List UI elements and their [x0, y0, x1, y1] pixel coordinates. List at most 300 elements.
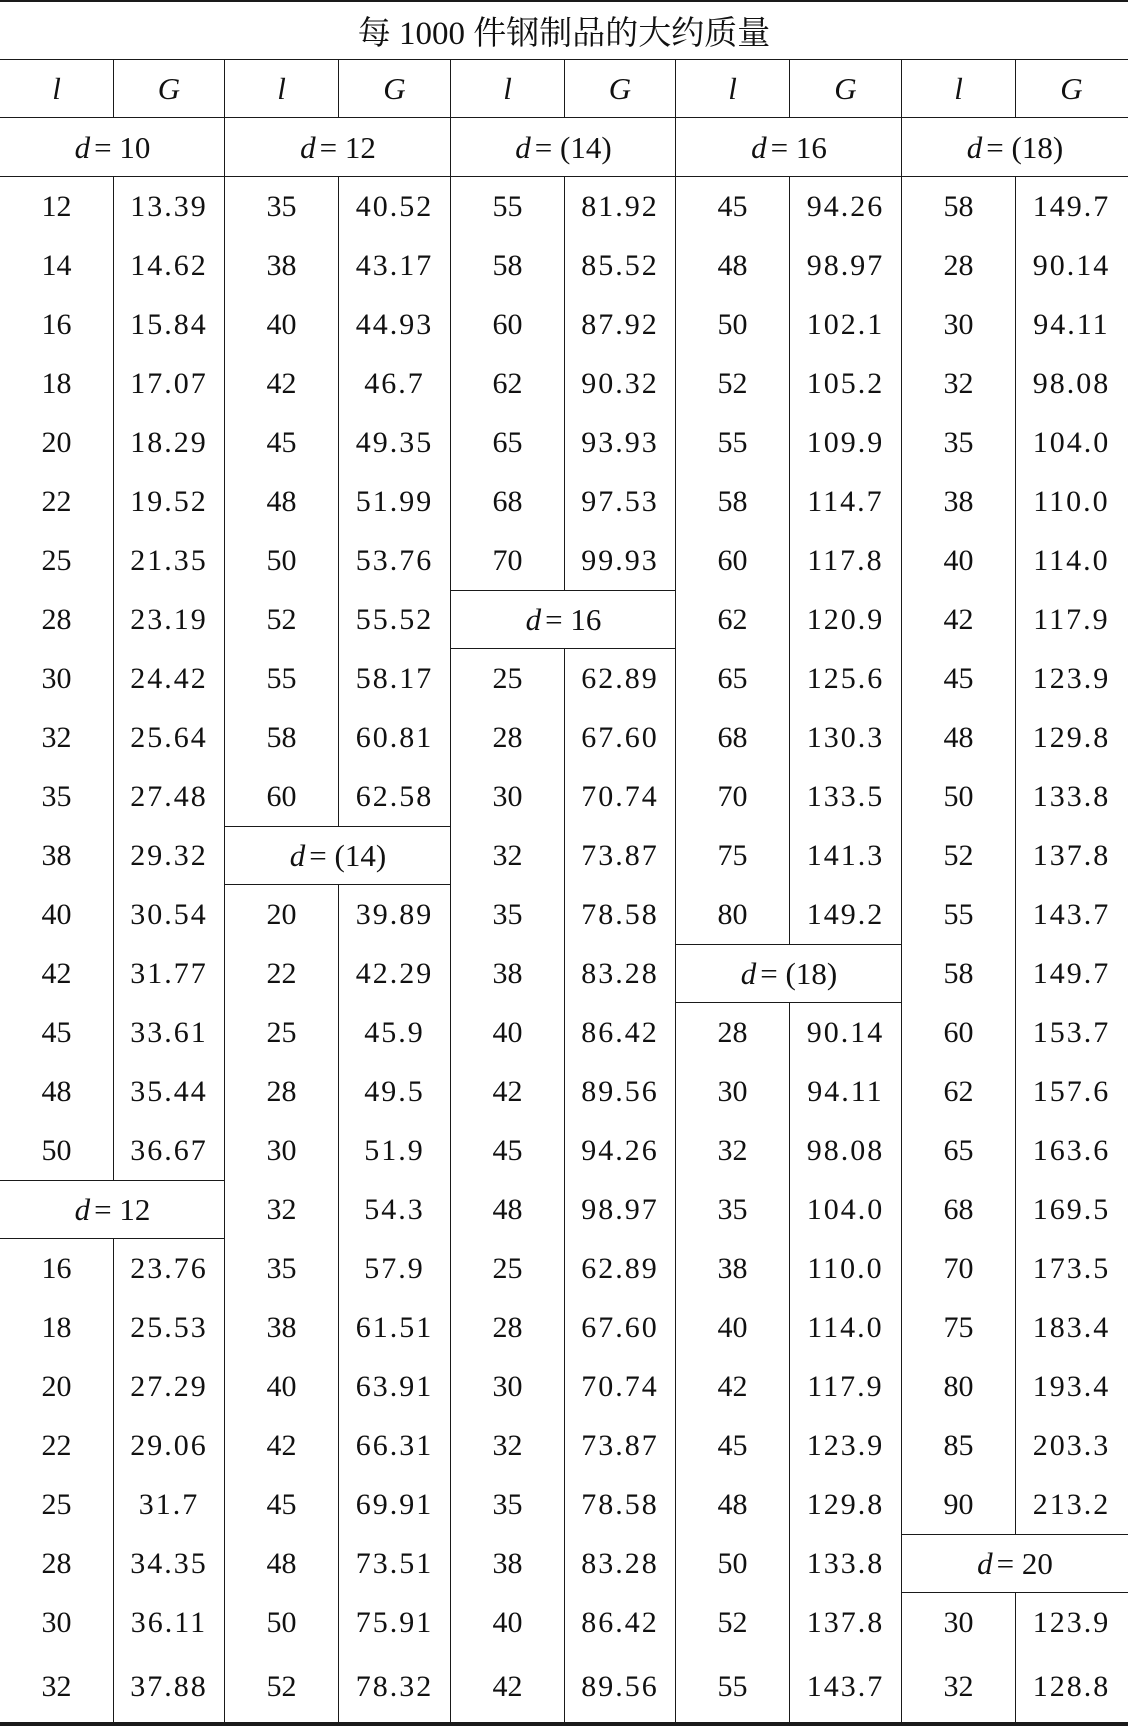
length-cell: 60 [492, 307, 523, 341]
mass-cell: 18.29 [130, 425, 208, 459]
length-cell: 40 [266, 1369, 297, 1403]
header-divider [113, 60, 114, 118]
length-cell: 55 [943, 897, 974, 931]
inner-divider [338, 177, 339, 826]
length-cell: 16 [41, 307, 72, 341]
length-cell: 32 [266, 1192, 297, 1226]
length-cell: 90 [943, 1487, 974, 1521]
length-cell: 48 [492, 1192, 523, 1226]
mass-cell: 66.31 [355, 1428, 434, 1462]
length-cell: 18 [41, 1310, 72, 1344]
inner-divider [564, 177, 565, 590]
length-cell: 50 [266, 543, 297, 577]
mass-cell: 129.8 [806, 1487, 885, 1521]
length-cell: 40 [492, 1605, 523, 1639]
mass-cell: 29.32 [130, 838, 208, 872]
mass-cell: 104.0 [1032, 425, 1111, 459]
mass-cell: 86.42 [581, 1015, 659, 1049]
mass-cell: 110.0 [1033, 484, 1110, 518]
length-cell: 45 [266, 425, 297, 459]
length-cell: 42 [266, 366, 297, 400]
mass-cell: 39.89 [355, 897, 434, 931]
mass-cell: 35.44 [130, 1074, 208, 1108]
length-cell: 62 [492, 366, 523, 400]
header-l-3: l [728, 71, 737, 106]
pair-divider [224, 60, 225, 1722]
length-cell: 65 [492, 425, 523, 459]
length-cell: 58 [943, 189, 974, 223]
length-cell: 58 [492, 248, 523, 282]
length-cell: 38 [492, 1546, 523, 1580]
length-cell: 20 [41, 1369, 72, 1403]
mass-cell: 90.14 [806, 1015, 885, 1049]
inner-divider [113, 177, 114, 1180]
mass-cell: 129.8 [1032, 720, 1111, 754]
mass-cell: 49.5 [364, 1074, 425, 1108]
length-cell: 48 [41, 1074, 72, 1108]
diameter-symbol: d [289, 837, 306, 873]
mass-cell: 69.91 [355, 1487, 434, 1521]
length-cell: 42 [492, 1074, 523, 1108]
length-cell: 35 [266, 189, 297, 223]
diameter-value: = 20 [996, 1545, 1053, 1581]
length-cell: 30 [266, 1133, 297, 1167]
length-cell: 45 [943, 661, 974, 695]
mass-cell: 23.76 [130, 1251, 208, 1285]
mass-cell: 137.8 [1032, 838, 1111, 872]
mass-cell: 137.8 [806, 1605, 885, 1639]
mass-cell: 85.52 [581, 248, 659, 282]
mass-cell: 73.51 [355, 1546, 434, 1580]
length-cell: 48 [717, 248, 748, 282]
length-cell: 32 [492, 838, 523, 872]
length-cell: 28 [41, 1546, 72, 1580]
length-cell: 68 [943, 1192, 974, 1226]
length-cell: 42 [492, 1670, 523, 1703]
mass-cell: 81.92 [581, 189, 659, 223]
length-cell: 68 [492, 484, 523, 518]
pair-divider [901, 60, 902, 1722]
mass-cell: 33.61 [130, 1015, 208, 1049]
mass-cell: 30.54 [130, 897, 208, 931]
mass-cell: 99.93 [581, 543, 659, 577]
mass-cell: 51.99 [355, 484, 434, 518]
mass-cell: 62.89 [581, 1251, 659, 1285]
length-cell: 55 [717, 1670, 748, 1703]
length-cell: 85 [943, 1428, 974, 1462]
mass-cell: 15.84 [130, 307, 208, 341]
mass-cell: 51.9 [364, 1133, 425, 1167]
mass-cell: 117.9 [1033, 602, 1110, 636]
length-cell: 12 [41, 189, 72, 223]
group-rule [225, 826, 451, 827]
inner-divider [113, 1239, 114, 1722]
length-cell: 30 [41, 1605, 72, 1639]
length-cell: 45 [41, 1015, 72, 1049]
length-cell: 16 [41, 1251, 72, 1285]
mass-cell: 89.56 [581, 1670, 659, 1703]
mass-cell: 36.67 [130, 1133, 208, 1167]
length-cell: 20 [41, 425, 72, 459]
header-l-2: l [503, 71, 512, 106]
length-cell: 42 [943, 602, 974, 636]
mass-cell: 78.32 [355, 1670, 434, 1703]
table-title: 每 1000 件钢制品的大约质量 [357, 15, 771, 52]
length-cell: 32 [943, 1670, 974, 1703]
length-cell: 55 [266, 661, 297, 695]
diameter-value: = (18) [760, 955, 838, 991]
length-cell: 30 [492, 779, 523, 813]
length-cell: 65 [943, 1133, 974, 1167]
header-g-3: G [834, 71, 857, 106]
length-cell: 35 [41, 779, 72, 813]
length-cell: 40 [266, 307, 297, 341]
length-cell: 30 [492, 1369, 523, 1403]
length-cell: 52 [266, 602, 297, 636]
mass-cell: 86.42 [581, 1605, 659, 1639]
mass-cell: 45.9 [364, 1015, 425, 1049]
inner-divider [338, 885, 339, 1722]
mass-cell: 94.26 [581, 1133, 659, 1167]
mass-cell: 123.9 [1032, 661, 1111, 695]
diameter-symbol: d [740, 955, 757, 991]
mass-cell: 213.2 [1032, 1487, 1111, 1521]
mass-cell: 75.91 [355, 1605, 434, 1639]
diameter-label [902, 1534, 1128, 1593]
mass-cell: 73.87 [581, 1428, 659, 1462]
mass-cell: 109.9 [806, 425, 885, 459]
mass-cell: 110.0 [807, 1251, 884, 1285]
header-divider [789, 60, 790, 118]
mass-cell: 27.48 [130, 779, 208, 813]
mass-cell: 36.11 [130, 1605, 208, 1639]
length-cell: 65 [717, 661, 748, 695]
length-cell: 48 [943, 720, 974, 754]
header-g-0: G [157, 71, 181, 106]
mass-cell: 60.81 [355, 720, 434, 754]
header-l-1: l [277, 71, 286, 106]
group-rule [451, 590, 676, 591]
inner-divider [1015, 1593, 1016, 1722]
diameter-value: = 16 [770, 129, 827, 165]
length-cell: 30 [943, 307, 974, 341]
length-cell: 60 [943, 1015, 974, 1049]
diameter-symbol: d [515, 129, 531, 165]
mass-cell: 94.26 [806, 189, 885, 223]
length-cell: 28 [266, 1074, 297, 1108]
length-cell: 28 [492, 1310, 523, 1344]
mass-cell: 83.28 [581, 1546, 659, 1580]
diameter-symbol: d [300, 129, 316, 165]
mass-cell: 123.9 [1032, 1605, 1111, 1639]
mass-cell: 31.7 [138, 1487, 200, 1521]
length-cell: 32 [41, 1670, 72, 1703]
length-cell: 35 [492, 1487, 523, 1521]
mass-cell: 58.17 [355, 661, 434, 695]
mass-cell: 98.08 [806, 1133, 885, 1167]
length-cell: 38 [266, 1310, 297, 1344]
diameter-label [676, 118, 902, 177]
mass-cell: 29.06 [130, 1428, 208, 1462]
mass-cell: 117.9 [807, 1369, 884, 1403]
mass-cell: 46.7 [364, 366, 425, 400]
mass-cell: 93.93 [581, 425, 659, 459]
mass-cell: 83.28 [581, 956, 659, 990]
mass-cell: 44.93 [355, 307, 434, 341]
header-divider [338, 60, 339, 118]
mass-cell: 25.53 [130, 1310, 208, 1344]
top-rule [0, 0, 1128, 2]
length-cell: 68 [717, 720, 748, 754]
length-cell: 28 [41, 602, 72, 636]
mass-cell: 19.52 [130, 484, 208, 518]
length-cell: 70 [943, 1251, 974, 1285]
length-cell: 40 [492, 1015, 523, 1049]
mass-cell: 31.77 [130, 956, 208, 990]
mass-cell: 63.91 [355, 1369, 434, 1403]
diameter-value: = (18) [986, 129, 1064, 165]
mass-cell: 143.7 [806, 1670, 885, 1703]
mass-cell: 102.1 [806, 307, 885, 341]
length-cell: 50 [41, 1133, 72, 1167]
length-cell: 60 [266, 779, 297, 813]
length-cell: 58 [943, 956, 974, 990]
mass-cell: 183.4 [1032, 1310, 1111, 1344]
mass-cell: 143.7 [1032, 897, 1111, 931]
diameter-label [0, 1180, 225, 1239]
length-cell: 35 [943, 425, 974, 459]
diameter-symbol: d [977, 1545, 993, 1581]
mass-cell: 70.74 [581, 779, 659, 813]
mass-cell: 62.58 [355, 779, 434, 813]
mass-cell: 163.6 [1032, 1133, 1111, 1167]
mass-cell: 78.58 [581, 897, 659, 931]
diameter-value: = 12 [319, 129, 376, 165]
length-cell: 30 [41, 661, 72, 695]
length-cell: 50 [943, 779, 974, 813]
length-cell: 25 [492, 1251, 523, 1285]
diameter-symbol: d [74, 1191, 91, 1227]
diameter-symbol: d [525, 601, 542, 637]
mass-cell: 67.60 [581, 1310, 659, 1344]
group-rule [0, 1180, 225, 1181]
diameter-label [225, 826, 451, 885]
length-cell: 22 [41, 1428, 72, 1462]
length-cell: 38 [943, 484, 974, 518]
length-cell: 42 [717, 1369, 748, 1403]
mass-cell: 130.3 [806, 720, 885, 754]
length-cell: 55 [717, 425, 748, 459]
length-cell: 22 [41, 484, 72, 518]
length-cell: 25 [492, 661, 523, 695]
length-cell: 30 [943, 1605, 974, 1639]
mass-cell: 73.87 [581, 838, 659, 872]
length-cell: 38 [41, 838, 72, 872]
length-cell: 75 [943, 1310, 974, 1344]
diameter-symbol: d [74, 129, 91, 165]
mass-cell: 55.52 [355, 602, 434, 636]
mass-cell: 67.60 [581, 720, 659, 754]
header-divider [1015, 60, 1016, 118]
header-l-4: l [954, 71, 963, 106]
diameter-value: = (14) [534, 129, 612, 165]
diameter-label [902, 118, 1128, 177]
length-cell: 45 [492, 1133, 523, 1167]
mass-cell: 98.08 [1032, 366, 1111, 400]
mass-cell: 133.8 [1032, 779, 1111, 813]
length-cell: 28 [492, 720, 523, 754]
mass-cell: 62.89 [581, 661, 659, 695]
mass-cell: 117.8 [807, 543, 884, 577]
length-cell: 52 [266, 1670, 297, 1703]
group-rule [902, 1534, 1128, 1535]
inner-divider [789, 1003, 790, 1722]
diameter-symbol: d [966, 129, 983, 165]
mass-cell: 25.64 [130, 720, 208, 754]
mass-cell: 157.6 [1032, 1074, 1111, 1108]
length-cell: 58 [266, 720, 297, 754]
mass-cell: 123.9 [806, 1428, 885, 1462]
mass-cell: 89.56 [581, 1074, 659, 1108]
length-cell: 80 [943, 1369, 974, 1403]
mass-cell: 120.9 [806, 602, 885, 636]
mass-cell: 153.7 [1032, 1015, 1111, 1049]
length-cell: 75 [717, 838, 748, 872]
mass-cell: 141.3 [806, 838, 885, 872]
mass-cell: 90.14 [1032, 248, 1111, 282]
mass-cell: 40.52 [355, 189, 434, 223]
length-cell: 52 [717, 366, 748, 400]
length-cell: 35 [266, 1251, 297, 1285]
length-cell: 25 [41, 1487, 72, 1521]
length-cell: 14 [41, 248, 72, 282]
length-cell: 50 [717, 1546, 748, 1580]
length-cell: 35 [492, 897, 523, 931]
pair-divider [675, 60, 676, 1722]
header-g-1: G [383, 71, 406, 106]
length-cell: 32 [717, 1133, 748, 1167]
group-rule [676, 944, 902, 945]
diameter-value: = 10 [94, 129, 151, 165]
diameter-label [225, 118, 451, 177]
mass-cell: 87.92 [581, 307, 659, 341]
length-cell: 60 [717, 543, 748, 577]
mass-cell: 125.6 [806, 661, 885, 695]
length-cell: 62 [943, 1074, 974, 1108]
length-cell: 48 [266, 484, 297, 518]
mass-cell: 43.17 [355, 248, 434, 282]
length-cell: 40 [943, 543, 974, 577]
length-cell: 35 [717, 1192, 748, 1226]
diameter-label [0, 118, 225, 177]
length-cell: 32 [943, 366, 974, 400]
header-g-4: G [1060, 71, 1083, 106]
mass-cell: 34.35 [130, 1546, 208, 1580]
mass-cell: 193.4 [1032, 1369, 1111, 1403]
length-cell: 28 [717, 1015, 748, 1049]
mass-cell: 49.35 [355, 425, 434, 459]
mass-cell: 54.3 [364, 1192, 425, 1226]
mass-cell: 78.58 [581, 1487, 659, 1521]
mass-cell: 173.5 [1032, 1251, 1111, 1285]
mass-cell: 70.74 [581, 1369, 659, 1403]
length-cell: 25 [266, 1015, 297, 1049]
length-cell: 70 [492, 543, 523, 577]
mass-cell: 128.8 [1032, 1670, 1111, 1703]
length-cell: 32 [492, 1428, 523, 1462]
diameter-label [676, 944, 902, 1003]
mass-cell: 114.0 [1033, 543, 1110, 577]
length-cell: 40 [717, 1310, 748, 1344]
mass-cell: 98.97 [581, 1192, 659, 1226]
length-cell: 38 [717, 1251, 748, 1285]
diameter-value: = 12 [94, 1191, 151, 1227]
length-cell: 55 [492, 189, 523, 223]
length-cell: 28 [943, 248, 974, 282]
length-cell: 38 [492, 956, 523, 990]
mass-cell: 13.39 [130, 189, 208, 223]
length-cell: 50 [717, 307, 748, 341]
mass-cell: 149.7 [1032, 189, 1111, 223]
length-cell: 32 [41, 720, 72, 754]
bottom-rule [0, 1722, 1128, 1726]
mass-cell: 149.7 [1032, 956, 1111, 990]
mass-cell: 17.07 [130, 366, 208, 400]
length-cell: 48 [266, 1546, 297, 1580]
length-cell: 30 [717, 1074, 748, 1108]
header-g-2: G [608, 71, 632, 106]
length-cell: 52 [943, 838, 974, 872]
mass-cell: 114.0 [807, 1310, 884, 1344]
mass-cell: 23.19 [130, 602, 208, 636]
mass-cell: 203.3 [1032, 1428, 1111, 1462]
mass-cell: 61.51 [355, 1310, 434, 1344]
mass-cell: 14.62 [130, 248, 208, 282]
mass-cell: 94.11 [1033, 307, 1110, 341]
mass-cell: 27.29 [130, 1369, 208, 1403]
mass-cell: 105.2 [806, 366, 885, 400]
mass-cell: 90.32 [581, 366, 659, 400]
length-cell: 20 [266, 897, 297, 931]
length-cell: 45 [717, 189, 748, 223]
mass-cell: 149.2 [806, 897, 885, 931]
length-cell: 80 [717, 897, 748, 931]
length-cell: 52 [717, 1605, 748, 1639]
length-cell: 42 [266, 1428, 297, 1462]
length-cell: 70 [717, 779, 748, 813]
length-cell: 48 [717, 1487, 748, 1521]
header-l-0: l [52, 71, 61, 106]
length-cell: 45 [717, 1428, 748, 1462]
mass-cell: 57.9 [364, 1251, 425, 1285]
mass-cell: 98.97 [806, 248, 885, 282]
diameter-value: = 16 [545, 601, 602, 637]
mass-cell: 21.35 [130, 543, 208, 577]
inner-divider [1015, 177, 1016, 1534]
mass-cell: 97.53 [581, 484, 659, 518]
diameter-label [451, 118, 676, 177]
mass-cell: 42.29 [355, 956, 434, 990]
length-cell: 42 [41, 956, 72, 990]
mass-cell: 114.7 [807, 484, 884, 518]
header-divider [564, 60, 565, 118]
mass-cell: 133.8 [806, 1546, 885, 1580]
length-cell: 62 [717, 602, 748, 636]
mass-cell: 94.11 [807, 1074, 884, 1108]
mass-cell: 53.76 [355, 543, 434, 577]
length-cell: 58 [717, 484, 748, 518]
diameter-symbol: d [751, 129, 767, 165]
